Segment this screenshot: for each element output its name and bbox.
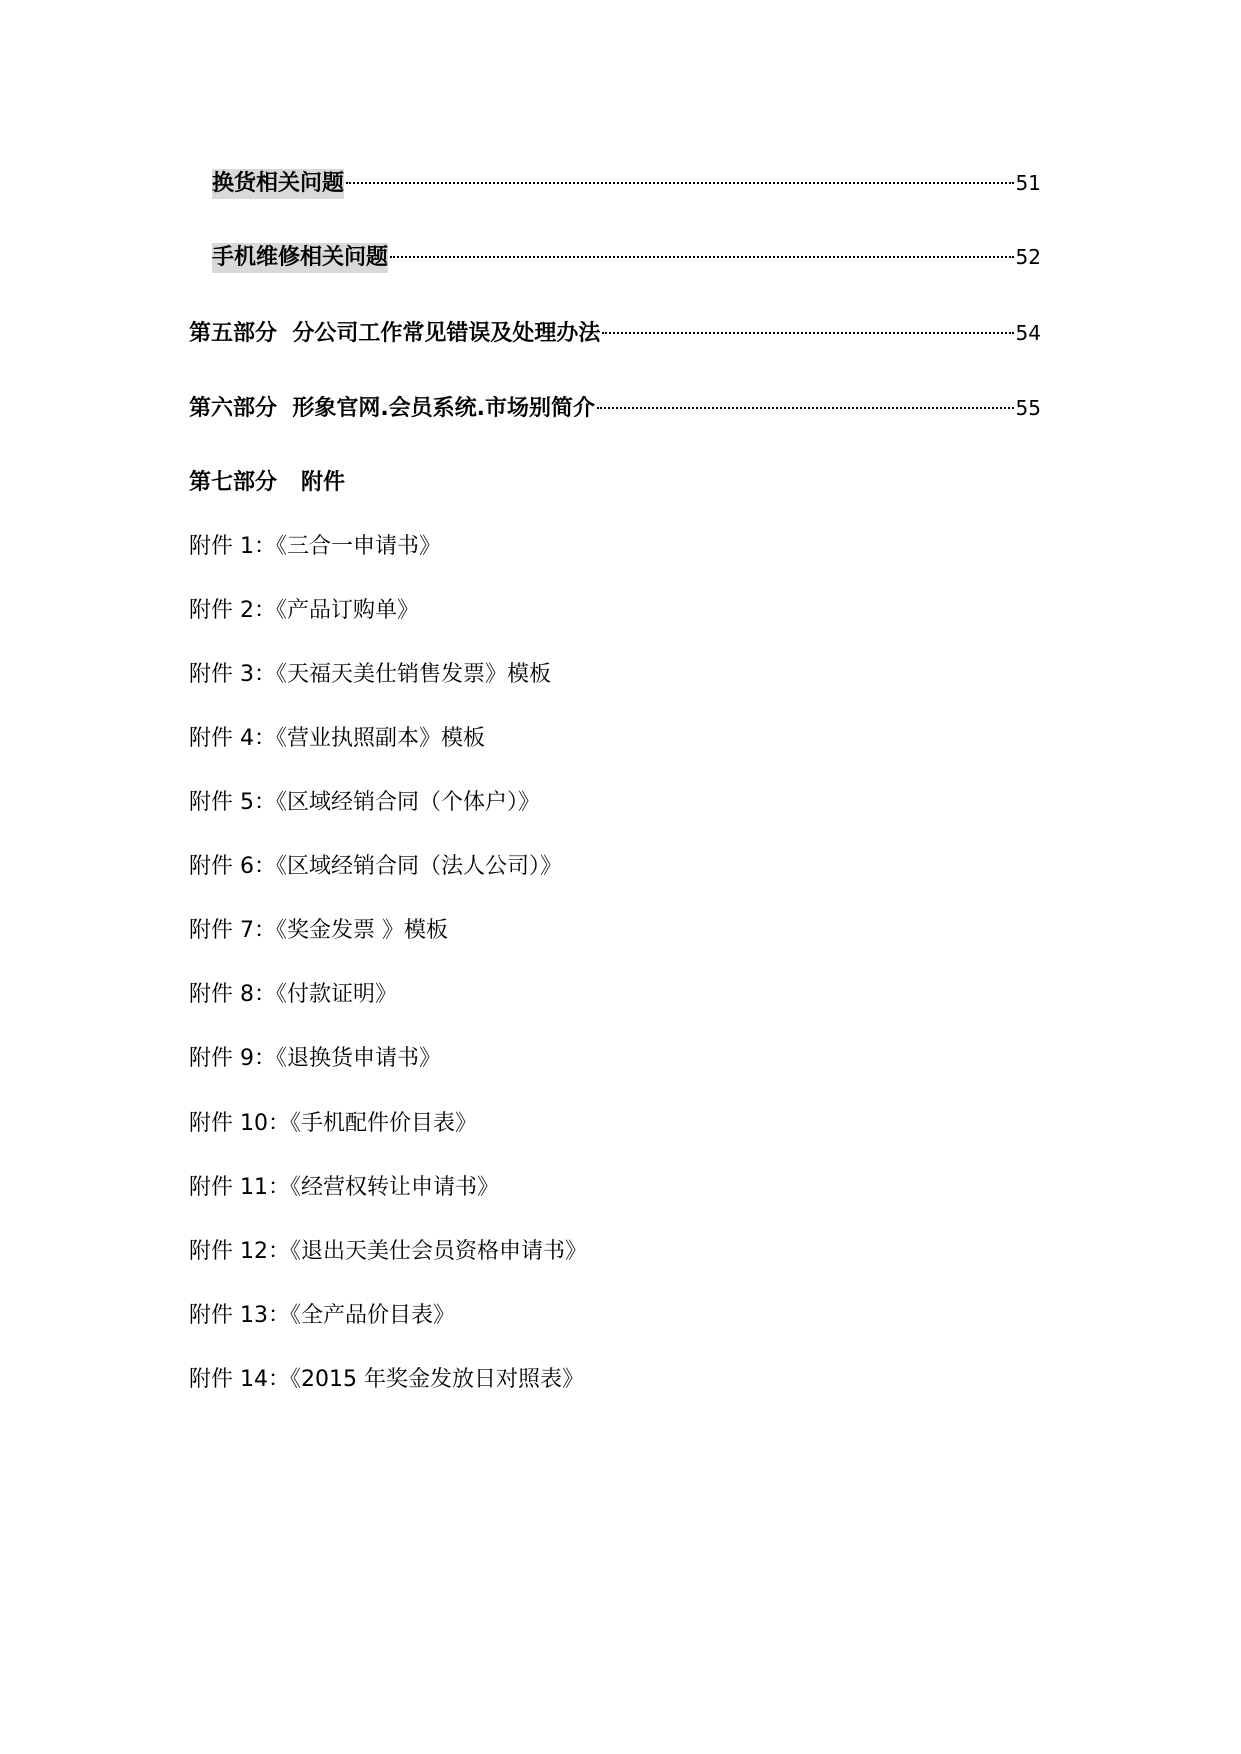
attachment-item: 附件 14：《2015 年奖金发放日对照表》 — [189, 1367, 584, 1392]
section-name-label: 附件 — [301, 470, 346, 495]
toc-entry-page: 55 — [1015, 396, 1041, 420]
attachment-item: 附件 5：《区域经销合同（个体户）》 — [189, 790, 540, 815]
toc-entry-part-six[interactable] — [189, 393, 1041, 424]
attachment-item: 附件 6：《区域经销合同（法人公司）》 — [189, 854, 562, 879]
toc-entry-exchange[interactable] — [212, 168, 1041, 199]
toc-entry-phone-repair[interactable] — [212, 242, 1041, 273]
toc-entry-page: 54 — [1015, 321, 1041, 345]
toc-leader-dots — [597, 406, 1014, 409]
toc-entry-title: 手机维修相关问题 — [212, 243, 388, 273]
attachment-item: 附件 2：《产品订购单》 — [189, 598, 419, 623]
toc-leader-dots — [602, 331, 1013, 334]
attachment-item: 附件 11：《经营权转让申请书》 — [189, 1175, 499, 1200]
toc-entry-title: 换货相关问题 — [212, 169, 344, 199]
attachment-item: 附件 1：《三合一申请书》 — [189, 534, 441, 559]
attachment-item: 附件 13：《全产品价目表》 — [189, 1303, 455, 1328]
attachment-item: 附件 3：《天福天美仕销售发票》模板 — [189, 662, 551, 687]
attachment-item: 附件 8：《付款证明》 — [189, 982, 397, 1007]
toc-entry-part-five[interactable] — [189, 318, 1041, 349]
attachment-item: 附件 10：《手机配件价目表》 — [189, 1111, 477, 1136]
section-part-label: 第七部分 — [189, 470, 278, 495]
section-heading-part-seven — [189, 468, 345, 498]
attachment-item: 附件 9：《退换货申请书》 — [189, 1046, 441, 1071]
toc-entry-page: 51 — [1015, 171, 1041, 195]
toc-leader-dots — [390, 255, 1014, 258]
attachment-item: 附件 12：《退出天美仕会员资格申请书》 — [189, 1239, 587, 1264]
toc-entry-title: 第六部分 形象官网.会员系统.市场别简介 — [189, 396, 596, 421]
toc-entry-page: 52 — [1015, 245, 1041, 269]
attachment-item: 附件 4：《营业执照副本》模板 — [189, 726, 485, 751]
attachment-item: 附件 7：《奖金发票 》模板 — [189, 918, 448, 943]
toc-leader-dots — [346, 181, 1014, 184]
toc-entry-title: 第五部分 分公司工作常见错误及处理办法 — [189, 321, 601, 346]
